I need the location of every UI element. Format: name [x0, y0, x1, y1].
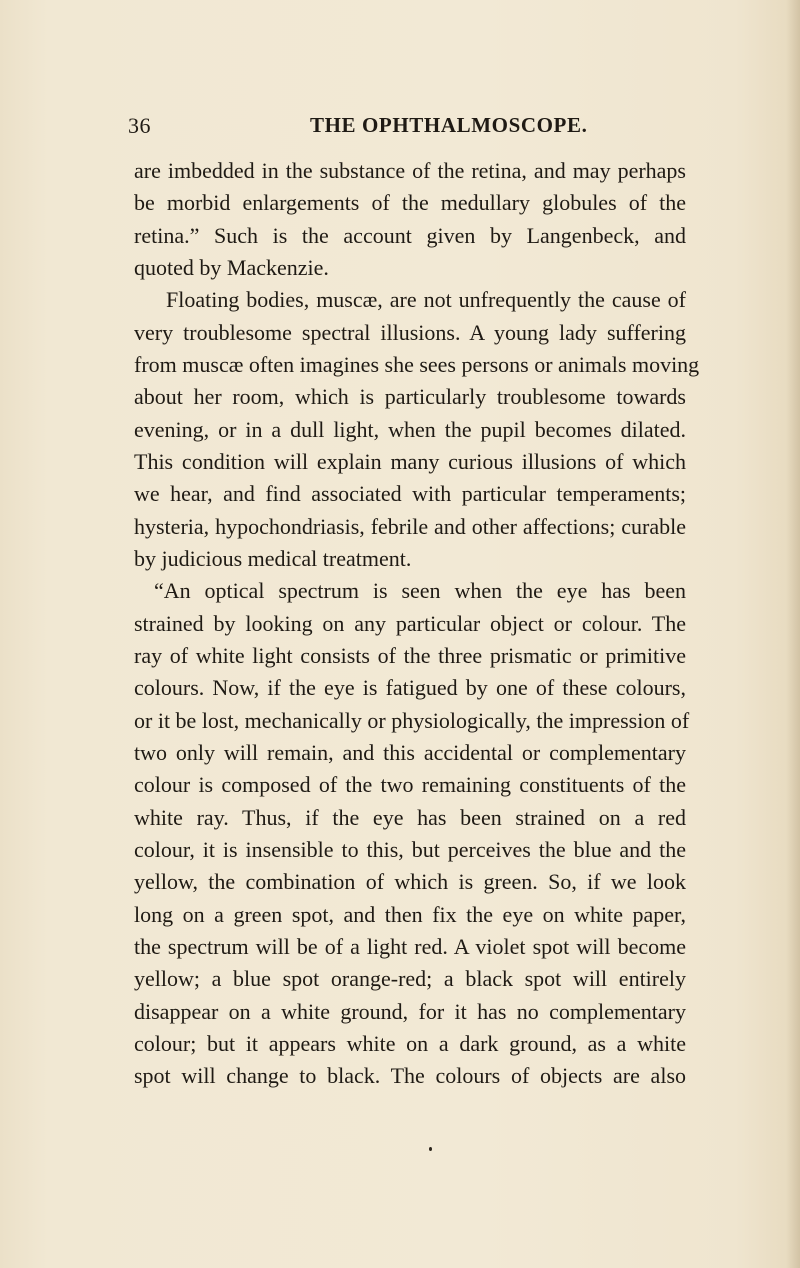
text-line: yellow; a blue spot orange-red; a black spot will entirely: [134, 966, 686, 992]
page-number: 36: [128, 113, 151, 138]
text-line: or it be lost, mechanically or physiologically, the impression of: [134, 707, 690, 733]
text-line: white ray. Thus, if the eye has been strained on a red: [134, 804, 686, 830]
text-line: yellow, the combination of which is green. So, if we look: [134, 869, 686, 895]
text-line: spot will change to black. The colours of objects are also: [134, 1063, 686, 1089]
text-line: very troublesome spectral illusions. A young lady suffering: [134, 319, 686, 345]
text-line: about her room, which is particularly troublesome towards: [134, 384, 686, 410]
text-line: from muscæ often imagines she sees persons or animals moving: [134, 351, 700, 377]
text-line: two only will remain, and this accidental or complementary: [134, 739, 686, 765]
text-line: quoted by Mackenzie.: [134, 254, 329, 280]
text-line: colour is composed of the two remaining constituents of the: [134, 772, 686, 798]
text-line: disappear on a white ground, for it has no complementary: [134, 998, 686, 1024]
text-line: evening, or in a dull light, when the pupil becomes dilated.: [134, 416, 686, 442]
text-line: by judicious medical treatment.: [134, 545, 412, 571]
text-line: the spectrum will be of a light red. A violet spot will become: [134, 933, 686, 959]
page-edge-shadow: [786, 0, 800, 1268]
text-line: ray of white light consists of the three prismatic or primitive: [134, 642, 686, 668]
text-line: retina.” Such is the account given by Langenbeck, and: [134, 222, 686, 248]
text-line: colour; but it appears white on a dark ground, as a white: [134, 1030, 686, 1056]
text-line: hysteria, hypochondriasis, febrile and other affections; curable: [134, 513, 686, 539]
text-line: strained by looking on any particular object or colour. The: [134, 610, 686, 636]
text-line: This condition will explain many curious illusions of which: [134, 448, 686, 474]
text-line: we hear, and find associated with particular temperaments;: [134, 481, 686, 507]
text-line: “An optical spectrum is seen when the eye has been: [154, 578, 686, 604]
text-line: colour, it is insensible to this, but perceives the blue and the: [134, 836, 686, 862]
ink-speck: [429, 1147, 432, 1151]
text-line: long on a green spot, and then fix the eye on white paper,: [134, 901, 686, 927]
page-header: [128, 113, 686, 139]
text-line: colours. Now, if the eye is fatigued by one of these colours,: [134, 675, 686, 701]
text-line: be morbid enlargements of the medullary globules of the: [134, 190, 686, 216]
text-line: Floating bodies, muscæ, are not unfrequently the cause of: [166, 287, 686, 313]
text-line: are imbedded in the substance of the retina, and may perhaps: [134, 158, 686, 183]
running-title: THE OPHTHALMOSCOPE.: [310, 113, 588, 137]
body-text: [134, 155, 700, 1093]
